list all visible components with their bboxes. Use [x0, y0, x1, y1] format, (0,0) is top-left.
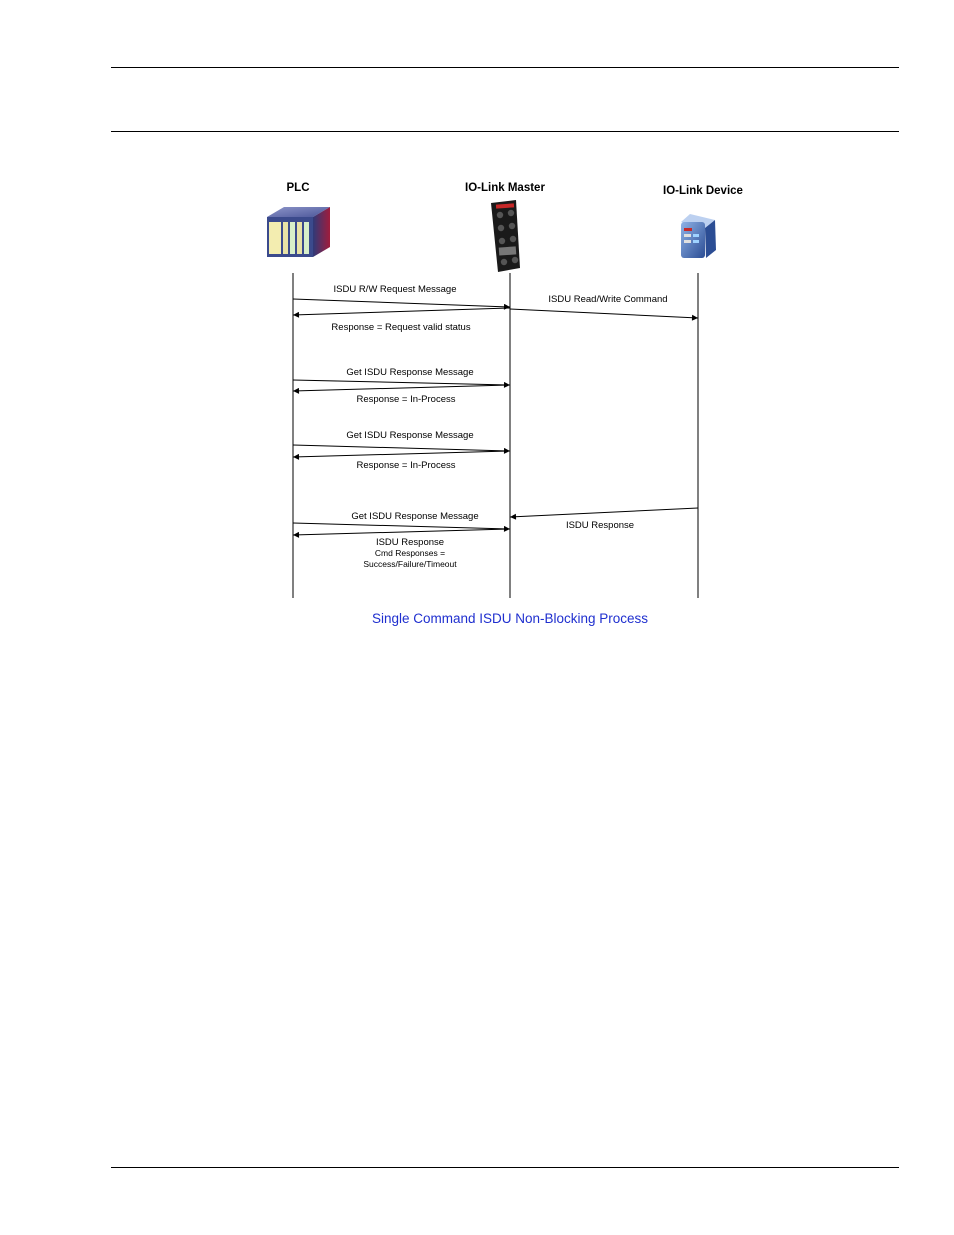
arrow-response-in-process-2 — [293, 451, 510, 457]
arrow-get-isdu-response-1 — [293, 380, 510, 385]
actor-label-master: IO-Link Master — [465, 182, 545, 194]
plc-icon — [267, 207, 330, 257]
label-device-isdu-response: ISDU Response — [565, 520, 635, 531]
arrow-response-valid — [293, 308, 510, 315]
arrow-device-isdu-response — [510, 508, 698, 517]
label-success-failure-timeout: Success/Failure/Timeout — [363, 559, 457, 569]
label-get-isdu-response-3: Get ISDU Response Message — [351, 511, 479, 522]
actor-label-device: IO-Link Device — [663, 185, 743, 197]
arrow-get-isdu-response-2 — [293, 445, 510, 451]
label-response-in-process-2: Response = In-Process — [356, 460, 456, 471]
label-cmd-responses: Cmd Responses = — [374, 548, 446, 558]
arrow-response-in-process-1 — [293, 385, 510, 391]
actor-label-plc: PLC — [286, 182, 310, 194]
label-isdu-rw-request: ISDU R/W Request Message — [333, 284, 457, 295]
label-response-in-process-1: Response = In-Process — [356, 394, 456, 405]
label-isdu-response-final: ISDU Response — [375, 537, 445, 548]
io-link-device-icon — [681, 214, 716, 258]
arrow-isdu-response-final — [293, 529, 510, 535]
label-response-valid: Response = Request valid status — [331, 322, 471, 333]
arrow-get-isdu-response-3 — [293, 523, 510, 529]
arrow-isdu-rw-command — [510, 309, 698, 318]
label-get-isdu-response-1: Get ISDU Response Message — [346, 367, 474, 378]
arrow-isdu-rw-request — [293, 299, 510, 307]
io-link-master-icon — [491, 200, 520, 272]
label-get-isdu-response-2: Get ISDU Response Message — [346, 430, 474, 441]
figure-caption: Single Command ISDU Non-Blocking Process — [371, 611, 649, 626]
label-isdu-rw-command: ISDU Read/Write Command — [548, 294, 668, 305]
